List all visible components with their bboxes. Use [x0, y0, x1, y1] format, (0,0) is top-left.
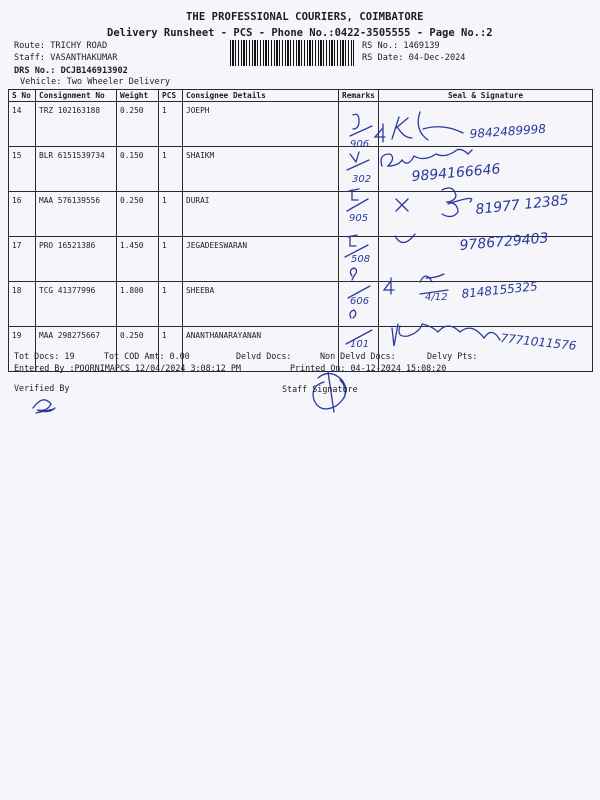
- consignment-cell: PRO 16521386: [36, 237, 117, 282]
- consignee-cell: SHAIKM: [183, 147, 339, 192]
- pcs-cell: 1: [159, 102, 183, 147]
- handwritten-phone: 8148155325: [460, 279, 539, 301]
- consignee-cell: SHEEBA: [183, 282, 339, 327]
- handwritten-phone: 9842489998: [469, 121, 547, 141]
- remark-code: 606: [350, 296, 370, 307]
- handwritten-phone: 7771011576: [499, 331, 578, 353]
- consignment-cell: MAA 576139556: [36, 192, 117, 237]
- total-docs: Tot Docs: 19: [14, 351, 75, 361]
- handwritten-phone: 9894166646: [410, 161, 502, 185]
- weight-cell: 1.800: [117, 282, 159, 327]
- consignment-cell: BLR 6151539734: [36, 147, 117, 192]
- sno-cell: 16: [9, 192, 36, 237]
- printed-on: Printed On: 04-12-2024 15:08:20: [290, 363, 447, 373]
- consignment-cell: MAA 298275667: [36, 327, 117, 372]
- col-remarks: Remarks: [339, 90, 379, 102]
- col-seal-signature: Seal & Signature: [379, 90, 593, 102]
- sno-cell: 19: [9, 327, 36, 372]
- total-cod: Tot COD Amt: 0.00: [104, 351, 190, 361]
- sno-cell: 14: [9, 102, 36, 147]
- handwritten-date: 4/12: [425, 292, 448, 303]
- pcs-cell: 1: [159, 237, 183, 282]
- weight-cell: 0.250: [117, 327, 159, 372]
- col-pcs: PCS: [159, 90, 183, 102]
- remark-code: 101: [350, 339, 370, 350]
- col-consignment: Consignment No: [36, 90, 117, 102]
- weight-cell: 0.250: [117, 102, 159, 147]
- consignee-cell: DURAI: [183, 192, 339, 237]
- sno-cell: 18: [9, 282, 36, 327]
- non-delivered-docs: Non Delvd Docs:: [320, 351, 396, 361]
- company-title: THE PROFESSIONAL COURIERS, COIMBATORE: [186, 11, 424, 23]
- col-weight: Weight: [117, 90, 159, 102]
- entered-by: Entered By :POORNIMAPCS 12/04/2024 3:08:12 PM: [14, 363, 241, 373]
- runsheet-title: Delivery Runsheet - PCS - Phone No.:0422-3505555 - Page No.:2: [107, 27, 493, 39]
- delivery-points: Delvy Pts:: [427, 351, 478, 361]
- handwritten-phone: 9786729403: [458, 230, 550, 254]
- drs-number: DRS No.: DCJB146913902: [14, 66, 128, 76]
- pcs-cell: 1: [159, 327, 183, 372]
- sno-cell: 15: [9, 147, 36, 192]
- sno-cell: 17: [9, 237, 36, 282]
- consignee-cell: ANANTHANARAYANAN: [183, 327, 339, 372]
- remark-code: 906: [350, 139, 370, 150]
- remark-code: 508: [351, 254, 371, 265]
- weight-cell: 0.250: [117, 192, 159, 237]
- consignment-cell: TRZ 102163188: [36, 102, 117, 147]
- rs-date: RS Date: 04-Dec-2024: [362, 53, 466, 63]
- vehicle-label: Vehicle: Two Wheeler Delivery: [20, 77, 171, 87]
- remark-code: 905: [349, 213, 369, 224]
- col-consignee: Consignee Details: [183, 90, 339, 102]
- pcs-cell: 1: [159, 282, 183, 327]
- staff-label: Staff: VASANTHAKUMAR: [14, 53, 118, 63]
- route-label: Route: TRICHY ROAD: [14, 41, 108, 51]
- staff-signature-label: Staff Signature: [282, 384, 358, 394]
- rs-number: RS No.: 1469139: [362, 41, 440, 51]
- remark-code: 302: [352, 174, 372, 185]
- verified-by-label: Verified By: [14, 383, 70, 393]
- col-sno: S No: [9, 90, 36, 102]
- weight-cell: 0.150: [117, 147, 159, 192]
- consignee-cell: JEGADEESWARAN: [183, 237, 339, 282]
- delivered-docs: Delvd Docs:: [236, 351, 292, 361]
- consignment-cell: TCG 41377996: [36, 282, 117, 327]
- pcs-cell: 1: [159, 192, 183, 237]
- handwritten-phone: 81977 12385: [474, 192, 570, 218]
- weight-cell: 1.450: [117, 237, 159, 282]
- pcs-cell: 1: [159, 147, 183, 192]
- consignee-cell: JOEPH: [183, 102, 339, 147]
